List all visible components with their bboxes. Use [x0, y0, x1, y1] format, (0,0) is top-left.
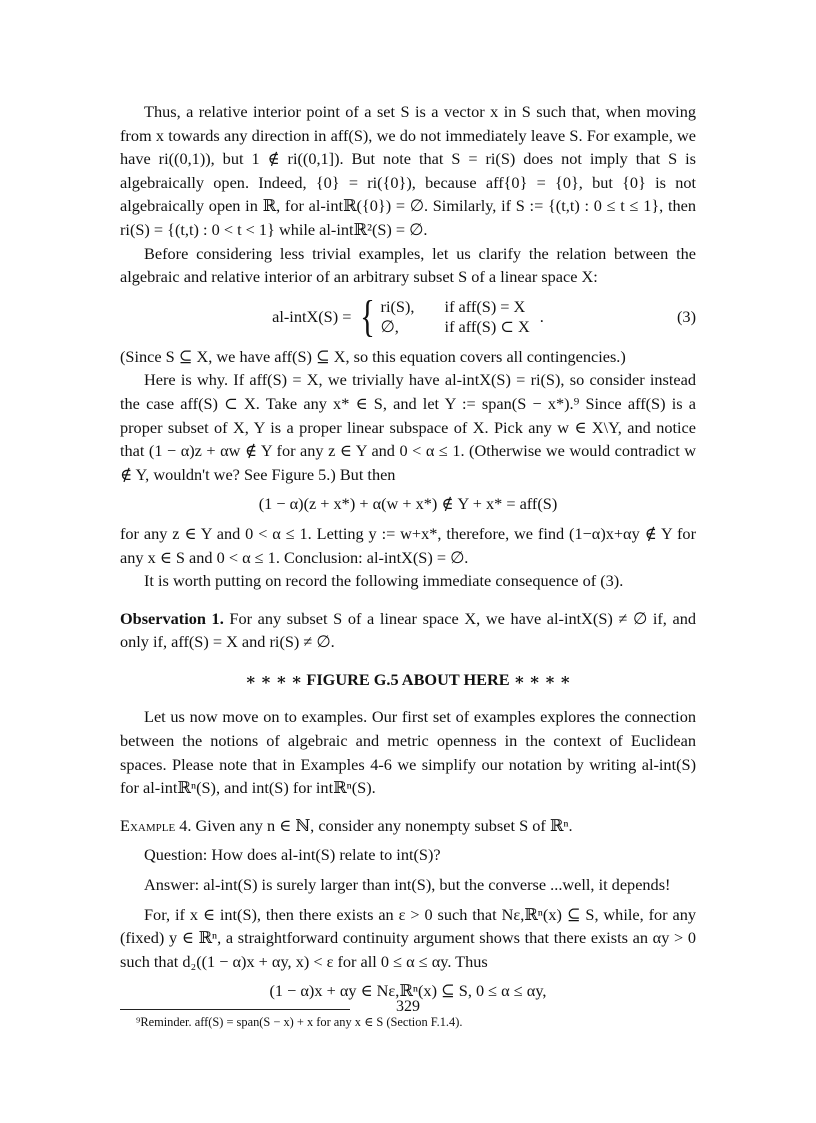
equation-3 — [120, 291, 696, 341]
paragraph-relative-interior: Thus, a relative interior point of a set S is a vector x in S such that, when moving from x towards any direction in aff(S), we do not immediately leave S. For example, we have ri((0,1)), but 1 ∉ ri((0,1]). But note that S = ri(S) does not imply that S is algebraically open. Indeed, {0} = ri({0}), because aff{0} = {0}, but {0} is not algebraically open in ℝ, for al-intℝ({0}) = ∅. Similarly, if S := {(t,t) : 0 ≤ t ≤ 1}, then ri(S) = {(t,t) : 0 < t < 1} while al-intℝ²(S) = ∅. — [120, 102, 696, 239]
equation-number: (3) — [677, 306, 696, 326]
example-4 — [120, 814, 696, 838]
page-body — [120, 100, 696, 1031]
paragraph-for-any-z: for any z ∈ Y and 0 < α ≤ 1. Letting y := w+x*, therefore, we find (1−α)x+αy ∉ Y for any x ∈ S and 0 < α ≤ 1. Conclusion: al-intX(S) = ∅. — [120, 523, 696, 567]
case1-condition: if aff(S) = X — [444, 296, 526, 316]
equation-3-lhs: al-intX(S) = — [272, 306, 352, 326]
equation-aff — [120, 492, 696, 516]
equation-3-period: . — [539, 306, 544, 326]
case1-value: ri(S), — [380, 296, 415, 316]
example-text: Given any n ∈ ℕ, consider any nonempty subset S of ℝⁿ. — [195, 815, 573, 835]
footnote-9: ⁹Reminder. aff(S) = span(S − x) + x for any x ∈ S (Section F.1.4). — [136, 1015, 463, 1029]
observation-text: For any subset S of a linear space X, we have al-intX(S) ≠ ∅ if, and only if, aff(S) = X and ri(S) ≠ ∅. — [120, 608, 696, 652]
observation-label: Observation 1. — [120, 608, 224, 628]
page-number: 329 — [396, 998, 420, 1015]
equation-3-cases — [357, 291, 544, 341]
paragraph-here-is-why: Here is why. If aff(S) = X, we trivially have al-intX(S) = ri(S), so consider instead the case aff(S) ⊂ X. Take any x* ∈ S, and let Y := span(S − x*).⁹ Since aff(S) is a proper subset of X, Y is a proper linear subspace of X. Pick any w ∈ X\Y, and notice that (1 − α)z + αw ∉ Y for any z ∈ Y and 0 < α ≤ 1. (Otherwise we would contradict w ∉ Y, wouldn't we? See Figure 5.) But then — [120, 370, 696, 484]
question: Question: How does al-int(S) relate to int(S)? — [144, 845, 441, 865]
paragraph-worth-recording: It is worth putting on record the following immediate consequence of (3). — [144, 571, 624, 591]
paragraph-examples-intro: Let us now move on to examples. Our first set of examples explores the connection between the notions of algebraic and metric openness in the context of Euclidean spaces. Please note that in Examples 4-6 we simplify our notation by writing al-int(S) for al-intℝⁿ(S), and int(S) for intℝⁿ(S). — [120, 707, 696, 798]
paragraph-since: (Since S ⊆ X, we have aff(S) ⊆ X, so this equation covers all contingencies.) — [120, 346, 626, 366]
answer: Answer: al-int(S) is surely larger than int(S), but the converse ...well, it depends! — [144, 875, 671, 895]
paragraph-continuity: For, if x ∈ int(S), then there exists an ε > 0 such that Nε,ℝⁿ(x) ⊆ S, while, for any (fixed) y ∈ ℝⁿ, a straightforward continuity argument shows that there exists an αy > 0 such that d₂((1 − α)x + αy, x) < ε for all 0 ≤ α ≤ αy. Thus — [120, 904, 696, 971]
equation-aff-body: (1 − α)(z + x*) + α(w + x*) ∉ Y + x* = aff(S) — [258, 494, 558, 514]
case2-condition: if aff(S) ⊂ X — [444, 316, 530, 336]
observation-1 — [120, 607, 696, 654]
paragraph-before-considering: Before considering less trivial examples, let us clarify the relation between the algebraic and relative interior of an arbitrary subset S of a linear space X: — [120, 243, 696, 287]
left-brace-icon: { — [360, 291, 376, 341]
figure-placeholder: ∗ ∗ ∗ ∗ FIGURE G.5 ABOUT HERE ∗ ∗ ∗ ∗ — [245, 669, 571, 689]
example-label: Example 4. — [120, 815, 192, 835]
equation-neighborhood-body: (1 − α)x + αy ∈ Nε,ℝⁿ(x) ⊆ S, 0 ≤ α ≤ αy, — [269, 981, 547, 1001]
case2-value: ∅, — [380, 316, 399, 336]
